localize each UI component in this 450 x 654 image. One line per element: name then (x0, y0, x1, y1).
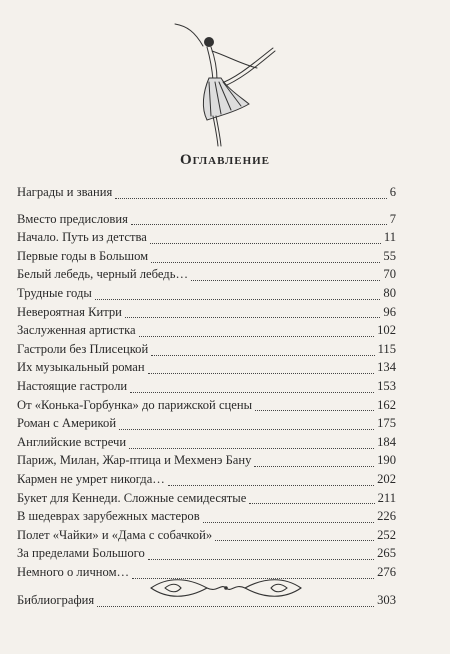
toc-entry-page-number: 202 (377, 471, 396, 486)
dot-leader (119, 429, 374, 430)
toc-entry-title: Начало. Путь из детства (17, 230, 147, 245)
toc-entry (17, 342, 396, 361)
dot-leader (129, 448, 374, 449)
toc-entry-page-number: 276 (377, 564, 396, 579)
toc-entry-title: Полет «Чайки» и «Дама с собачкой» (17, 527, 213, 542)
dot-leader (150, 243, 381, 244)
dot-leader (168, 485, 374, 486)
toc-entry-title: Немного о личном… (17, 564, 130, 579)
dot-leader (203, 522, 374, 523)
toc-entry-title: Париж, Милан, Жар-птица и Мехменэ Бану (17, 453, 252, 468)
decorative-flourish-icon (147, 575, 305, 601)
toc-entry-title: В шедеврах зарубежных мастеров (17, 509, 200, 524)
toc-entry-page-number: 175 (377, 416, 396, 431)
toc-entry (17, 305, 396, 324)
ballerina-illustration (165, 18, 280, 148)
toc-entry (17, 491, 396, 510)
dot-leader (191, 280, 380, 281)
dot-leader (130, 392, 374, 393)
dot-leader (97, 606, 374, 607)
dot-leader (151, 262, 380, 263)
toc-entry (17, 230, 396, 249)
toc-entry-title: Их музыкальный роман (17, 360, 145, 375)
toc-entry (17, 249, 396, 268)
toc-entry (17, 379, 396, 398)
toc-entry-title: Трудные годы (17, 285, 92, 300)
toc-entry-title: Первые годы в Большом (17, 248, 149, 263)
toc-entry-page-number: 80 (383, 285, 396, 300)
page-title: Оглавление (179, 152, 271, 168)
toc-entry-page-number: 96 (383, 304, 396, 319)
toc-entry-title: Невероятная Китри (17, 304, 122, 319)
toc-entry-page-number: 162 (377, 397, 396, 412)
dot-leader (215, 540, 374, 541)
toc-first-section (17, 185, 396, 204)
toc-entry-page-number: 70 (383, 267, 396, 282)
toc-entry-title: Заслуженная артистка (17, 323, 136, 338)
toc-entry (17, 528, 396, 547)
toc-entry (17, 546, 396, 565)
toc-entry-title: Вместо предисловия (17, 211, 128, 226)
toc-entry-page-number: 11 (383, 230, 396, 245)
toc-entry-page-number: 265 (377, 546, 396, 561)
toc-entry-page-number: 252 (377, 527, 396, 542)
toc-entry-page-number: 303 (377, 593, 396, 608)
toc-entry-title: За пределами Большого (17, 546, 145, 561)
dot-leader (255, 410, 374, 411)
toc-entry-page-number: 184 (377, 434, 396, 449)
toc-entry-page-number: 190 (377, 453, 396, 468)
table-of-contents (17, 185, 396, 612)
toc-entry (17, 435, 396, 454)
toc-entry-page-number: 6 (389, 185, 396, 199)
toc-entry-page-number: 115 (377, 341, 396, 356)
toc-entry-title: Кармен не умрет никогда… (17, 471, 165, 486)
toc-entry (17, 453, 396, 472)
dot-leader (151, 355, 374, 356)
toc-entry-title: Библиография (17, 593, 95, 608)
toc-entry-title: От «Конька-Горбунка» до парижской сцены (17, 397, 253, 412)
dot-leader (254, 466, 374, 467)
dot-leader (148, 559, 374, 560)
dot-leader (249, 503, 374, 504)
toc-entry-title: Гастроли без Плисецкой (17, 341, 149, 356)
toc-entry-page-number: 7 (389, 211, 396, 226)
dot-leader (95, 299, 381, 300)
dot-leader (131, 224, 387, 225)
toc-entry (17, 286, 396, 305)
toc-entry (17, 360, 396, 379)
toc-entry-page-number: 211 (377, 490, 396, 505)
toc-entry (17, 323, 396, 342)
toc-entry-title: Роман с Америкой (17, 416, 117, 431)
toc-entry-page-number: 134 (377, 360, 396, 375)
toc-entry-page-number: 55 (383, 248, 396, 263)
dot-leader (115, 198, 386, 199)
toc-entry (17, 509, 396, 528)
toc-main-section (17, 212, 396, 584)
toc-entry-title: Настоящие гастроли (17, 378, 128, 393)
toc-entry-title: Награды и звания (17, 185, 113, 199)
toc-entry (17, 267, 396, 286)
toc-entry (17, 185, 396, 204)
dot-leader (148, 373, 375, 374)
dot-leader (125, 317, 381, 318)
dot-leader (139, 336, 374, 337)
toc-entry (17, 398, 396, 417)
toc-entry (17, 416, 396, 435)
toc-entry-page-number: 226 (377, 509, 396, 524)
toc-entry-title: Английские встречи (17, 434, 127, 449)
toc-entry-title: Букет для Кеннеди. Сложные семидесятые (17, 490, 247, 505)
toc-entry-page-number: 153 (377, 378, 396, 393)
toc-entry-title: Белый лебедь, черный лебедь… (17, 267, 189, 282)
toc-entry (17, 472, 396, 491)
toc-entry (17, 212, 396, 231)
toc-entry-page-number: 102 (377, 323, 396, 338)
